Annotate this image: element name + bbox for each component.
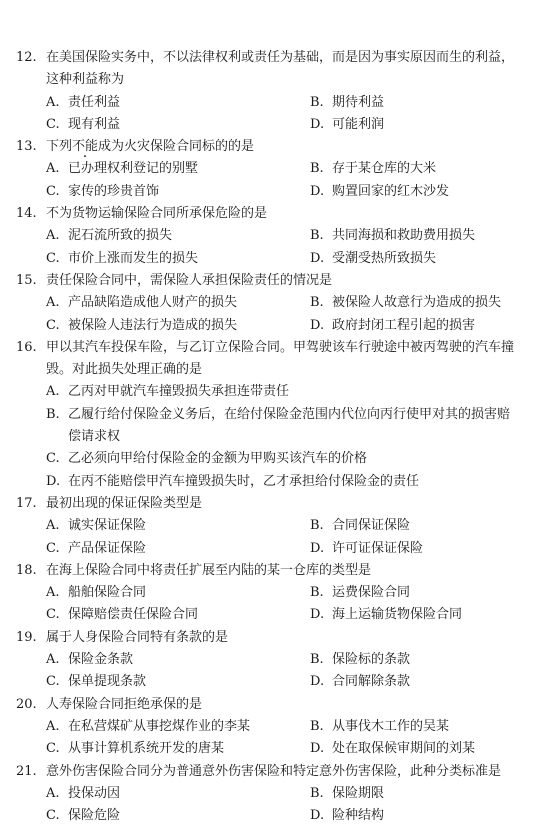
option-label: C.	[46, 540, 60, 556]
option-label: C.	[46, 183, 60, 199]
option-label: D.	[310, 741, 325, 757]
option-text: 产品缺陷造成他人财产的损失	[68, 295, 238, 311]
question-stem	[16, 136, 536, 158]
option-text: 保险危险	[68, 808, 121, 824]
option-a	[46, 225, 172, 247]
question-number: 15.	[16, 273, 37, 288]
option-c	[46, 448, 367, 470]
option-text: 责任利益	[68, 94, 121, 110]
question-text: 意外伤害保险合同分为普通意外伤害保险和特定意外伤害保险，此种分类标准是	[46, 763, 502, 779]
option-text: 期待利益	[332, 94, 385, 110]
option-text: 合同解除条款	[332, 674, 411, 690]
option-text: 保障赔偿责任保险合同	[68, 607, 199, 623]
question-number: 19.	[16, 629, 37, 645]
option-label: B.	[310, 652, 324, 668]
option-label: B.	[310, 518, 324, 534]
option-b	[310, 716, 449, 738]
option-text: 海上运输货物保险合同	[332, 607, 463, 623]
question-number: 14.	[16, 206, 37, 222]
question-text: 下列不能成为火灾保险合同标的的是	[46, 139, 255, 155]
option-label: B.	[310, 94, 324, 110]
question-17	[16, 493, 536, 556]
option-a	[46, 716, 250, 738]
question-text-continued: 这种利益称为	[46, 72, 125, 88]
option-label: B.	[46, 406, 60, 422]
question-text: 人寿保险合同拒绝承保的是	[46, 696, 203, 712]
question-stem	[16, 493, 536, 515]
question-text: 在美国保险实务中，不以法律权利或责任为基础，而是因为事实原因而生的利益，	[46, 50, 515, 65]
option-text: 保单提现条款	[68, 674, 147, 690]
question-text-continued: 毁。对此损失处理正确的是	[46, 362, 203, 378]
option-label: A.	[46, 652, 60, 668]
question-number: 18.	[16, 562, 37, 578]
option-c	[46, 671, 146, 693]
question-21	[16, 761, 536, 824]
option-b	[310, 92, 384, 114]
question-text: 责任保险合同中，需保险人承担保险责任的情况是	[46, 273, 333, 288]
option-text: 保险金条款	[68, 652, 134, 668]
option-label: C.	[46, 741, 60, 757]
option-label: A.	[46, 718, 60, 734]
option-label: B.	[310, 785, 324, 801]
question-number: 20.	[16, 696, 37, 712]
option-text: 被保险人故意行为造成的损失	[332, 295, 502, 311]
option-label: D.	[310, 116, 325, 132]
option-text: 乙丙对甲就汽车撞毁损失承担连带责任	[68, 384, 290, 400]
option-text: 家传的珍贵首饰	[68, 183, 160, 199]
option-d	[310, 738, 475, 760]
option-label: A.	[46, 94, 60, 110]
option-text-continued: 偿请求权	[68, 429, 121, 445]
option-b	[310, 649, 410, 671]
option-text: 泥石流所致的损失	[68, 228, 173, 244]
option-text: 投保动因	[68, 785, 121, 801]
option-label: D.	[46, 473, 61, 489]
option-label: A.	[46, 295, 60, 311]
question-text: 在海上保险合同中将责任扩展至内陆的某一仓库的类型是	[46, 562, 372, 578]
option-d	[46, 471, 419, 493]
option-b	[310, 515, 410, 537]
option-b	[310, 158, 436, 180]
option-label: B.	[310, 585, 324, 601]
option-c	[46, 181, 159, 203]
option-text: 购置回家的红木沙发	[332, 183, 450, 199]
option-text: 乙履行给付保险金义务后，在给付保险金范围内代位向丙行使甲对其的损害赔	[68, 406, 511, 422]
question-15	[16, 270, 536, 333]
option-a	[46, 515, 146, 537]
option-a	[46, 292, 237, 314]
option-label: C.	[46, 607, 60, 623]
question-text: 属于人身保险合同特有条款的是	[46, 629, 229, 645]
question-16	[16, 337, 536, 489]
option-b-continued	[68, 426, 120, 448]
option-text: 处在取保候审期间的刘某	[332, 741, 476, 757]
question-text: 不为货物运输保险合同所承保危险的是	[46, 206, 268, 222]
option-d	[310, 538, 423, 560]
option-c	[46, 248, 198, 270]
question-number: 16.	[16, 339, 37, 355]
option-text: 乙必须向甲给付保险金的金额为甲购买该汽车的价格	[68, 451, 368, 467]
emphasized-text: 不能	[72, 139, 99, 155]
option-label: B.	[310, 718, 324, 734]
option-label: A.	[46, 585, 60, 601]
option-label: A.	[46, 384, 60, 400]
option-text: 共同海损和救助费用损失	[332, 228, 476, 244]
option-b	[46, 404, 510, 426]
option-text: 存于某仓库的大米	[332, 161, 437, 177]
option-a	[46, 92, 120, 114]
option-b	[310, 225, 475, 247]
option-label: B.	[310, 295, 324, 311]
question-19	[16, 627, 536, 690]
option-text: 许可证保证保险	[332, 540, 424, 556]
option-label: A.	[46, 785, 60, 801]
option-c	[46, 805, 120, 827]
option-c	[46, 604, 198, 626]
question-number: 21.	[16, 763, 37, 779]
option-text: 合同保证保险	[332, 518, 411, 534]
option-label: D.	[310, 183, 325, 199]
option-label: D.	[310, 250, 325, 266]
option-d	[310, 805, 384, 827]
option-text: 诚实保证保险	[68, 518, 147, 534]
option-label: A.	[46, 161, 60, 177]
option-label: C.	[46, 250, 60, 266]
option-c	[46, 738, 224, 760]
option-b	[310, 292, 501, 314]
option-d	[310, 671, 410, 693]
option-label: D.	[310, 607, 325, 623]
option-text: 保险期限	[332, 785, 385, 801]
question-20	[16, 694, 536, 757]
option-a	[46, 158, 198, 180]
option-text: 政府封闭工程引起的损害	[332, 317, 476, 333]
option-text: 运费保险合同	[332, 585, 411, 601]
option-text: 从事计算机系统开发的唐某	[68, 741, 225, 757]
question-18	[16, 560, 536, 623]
question-12	[16, 47, 536, 132]
option-a	[46, 649, 133, 671]
option-label: D.	[310, 808, 325, 824]
option-text: 已办理权利登记的别墅	[68, 161, 199, 177]
option-text: 被保险人违法行为造成的损失	[68, 317, 238, 333]
question-stem	[16, 761, 536, 783]
option-label: C.	[46, 116, 60, 132]
option-label: C.	[46, 317, 60, 333]
option-a	[46, 582, 146, 604]
option-text: 在丙不能赔偿甲汽车撞毁损失时，乙才承担给付保险金的责任	[68, 473, 420, 489]
option-a	[46, 783, 120, 805]
option-a	[46, 381, 289, 403]
question-number: 13.	[16, 139, 37, 155]
question-number: 12.	[16, 50, 37, 65]
option-label: B.	[310, 161, 324, 177]
question-stem	[16, 560, 536, 582]
question-text: 甲以其汽车投保车险，与乙订立保险合同。甲驾驶该车行驶途中被丙驾驶的汽车撞	[46, 339, 515, 355]
question-stem	[16, 694, 536, 716]
option-c	[46, 315, 237, 337]
option-d	[310, 604, 462, 626]
option-d	[310, 181, 449, 203]
question-stem	[16, 203, 536, 225]
option-label: B.	[310, 228, 324, 244]
option-b	[310, 582, 410, 604]
option-text: 可能利润	[332, 116, 385, 132]
option-text: 险种结构	[332, 808, 385, 824]
option-c	[46, 538, 146, 560]
option-label: A.	[46, 518, 60, 534]
option-text: 保险标的条款	[332, 652, 411, 668]
option-label: C.	[46, 808, 60, 824]
option-label: D.	[310, 674, 325, 690]
question-14	[16, 203, 536, 266]
question-stem	[16, 627, 536, 649]
option-label: C.	[46, 451, 60, 467]
option-text: 受潮受热所致损失	[332, 250, 437, 266]
question-stem	[16, 337, 536, 359]
option-text: 产品保证保险	[68, 540, 147, 556]
question-13	[16, 136, 536, 199]
option-c	[46, 114, 120, 136]
question-stem	[16, 47, 536, 69]
option-text: 市价上涨而发生的损失	[68, 250, 199, 266]
option-text: 船舶保险合同	[68, 585, 147, 601]
option-d	[310, 315, 475, 337]
option-d	[310, 114, 384, 136]
option-text: 现有利益	[68, 116, 121, 132]
option-label: C.	[46, 674, 60, 690]
option-d	[310, 248, 436, 270]
option-b	[310, 783, 384, 805]
option-text: 在私营煤矿从事挖煤作业的李某	[68, 718, 251, 734]
question-stem	[16, 270, 536, 292]
option-label: D.	[310, 317, 325, 333]
option-label: D.	[310, 540, 325, 556]
question-number: 17.	[16, 496, 37, 511]
question-text: 最初出现的保证保险类型是	[46, 496, 203, 511]
option-text: 从事伐木工作的吴某	[332, 718, 450, 734]
option-label: A.	[46, 228, 60, 244]
